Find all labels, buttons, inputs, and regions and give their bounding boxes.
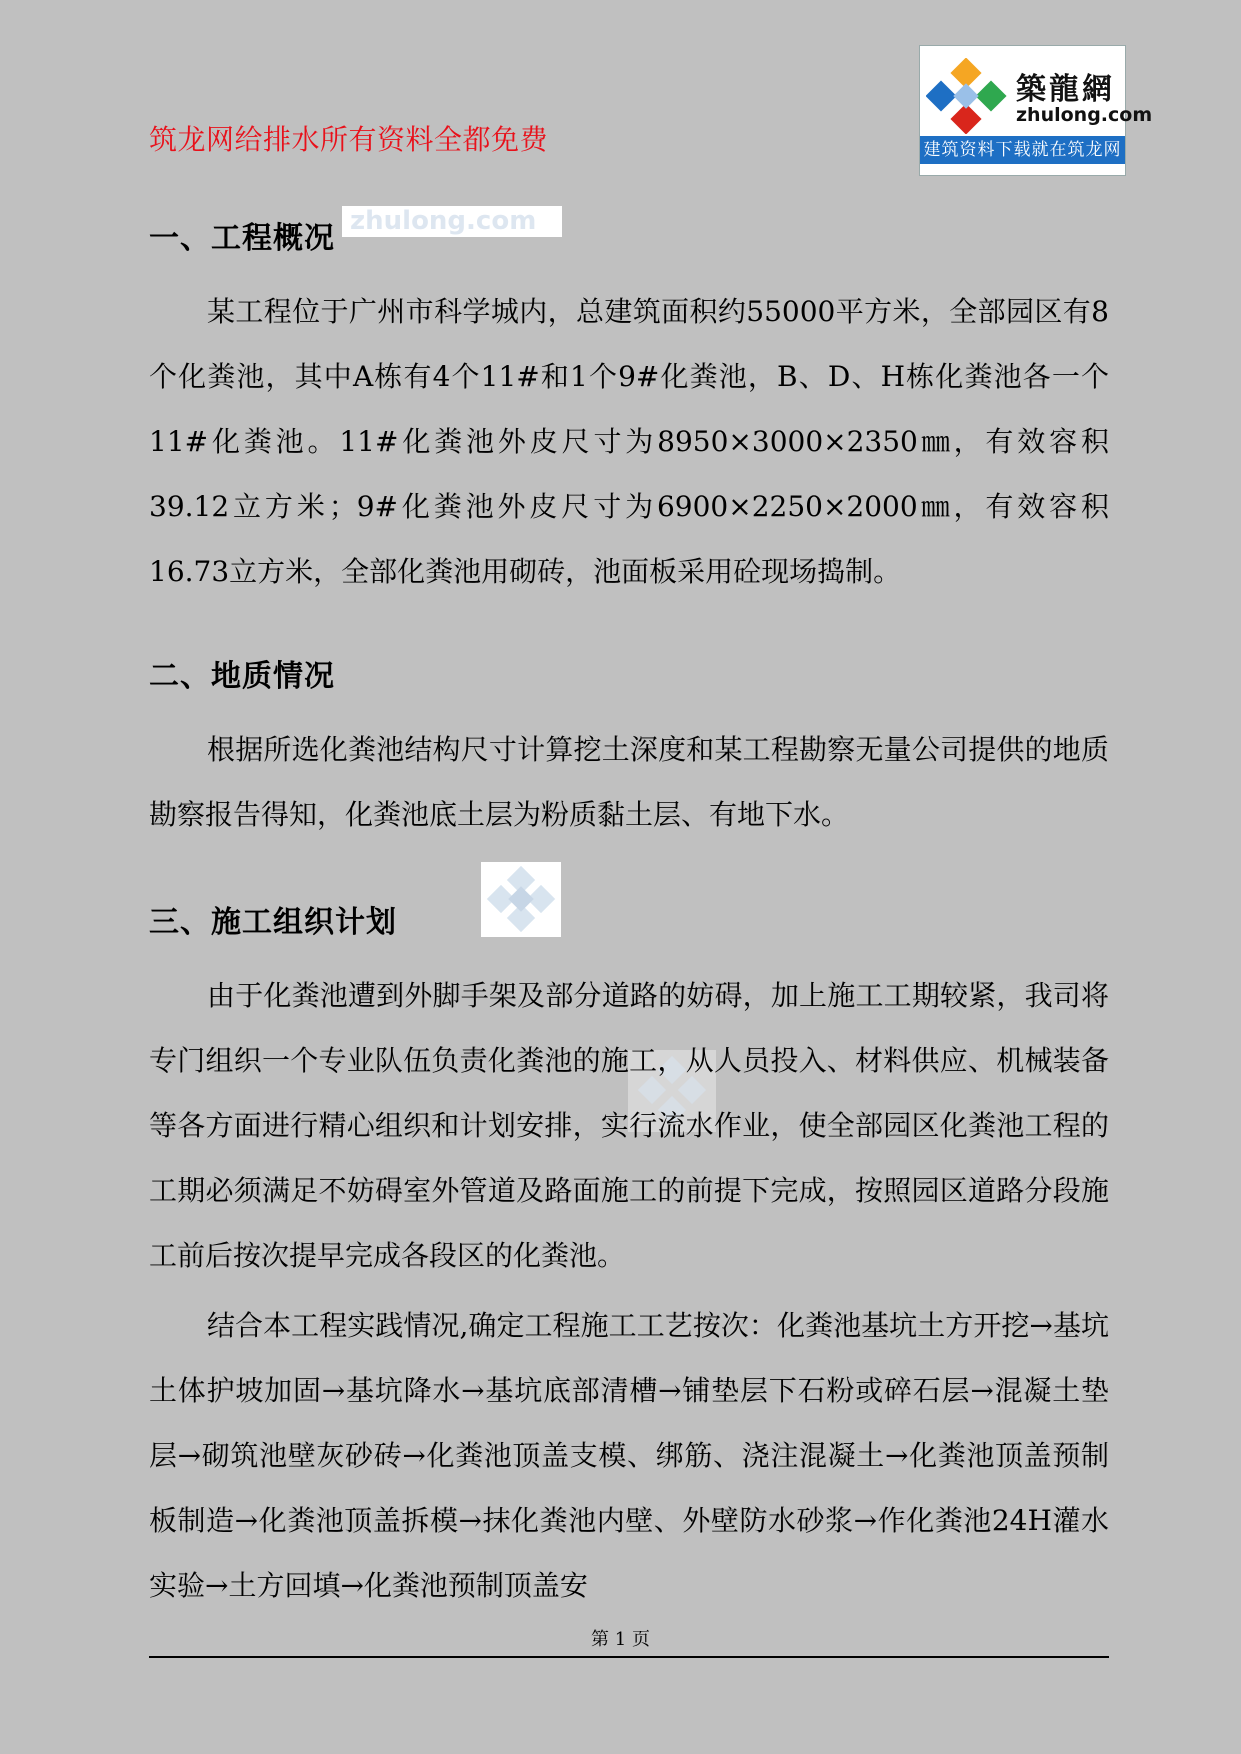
section-title-organization: 三、施工组织计划 [149, 905, 397, 940]
promo-text: 筑龙网给排水所有资料全都免费 [149, 123, 549, 156]
section-title-geology: 二、地质情况 [149, 659, 335, 694]
footer-divider [149, 1656, 1109, 1658]
logo-slogan: 建筑资料下载就在筑龙网 [920, 136, 1125, 164]
pinwheel-logo-icon [926, 58, 1008, 134]
watermark-logo-icon [481, 862, 561, 937]
overview-paragraph: 某工程位于广州市科学城内，总建筑面积约55000平方米，全部园区有8个化粪池，其中A栋有4个11#和1个9#化粪池，B、D、H栋化粪池各一个11#化粪池。11#化粪池外皮尺寸为8950×3000×2350㎜，有效容积39.12立方米；9#化粪池外皮尺寸为6900×2250×2000㎜，有效容积16.73立方米，全部化粪池用砌砖，池面板采用砼现场捣制。 [149, 295, 1109, 588]
watermark-box [342, 206, 562, 237]
section-title-overview: 一、工程概况 [149, 221, 335, 256]
logo-name-cn: 築龍網 [1016, 72, 1115, 107]
zhulong-logo [919, 45, 1153, 176]
page-number: 第 1 页 [591, 1629, 650, 1650]
geology-paragraph: 根据所选化粪池结构尺寸计算挖土深度和某工程勘察无量公司提供的地质勘察报告得知，化粪池底土层为粉质黏土层、有地下水。 [149, 733, 1109, 831]
logo-name-en: zhulong.com [1016, 104, 1153, 126]
watermark-text: zhulong.com [350, 206, 537, 236]
organization-paragraph-1: 由于化粪池遭到外脚手架及部分道路的妨碍，加上施工工期较紧，我司将专门组织一个专业队伍负责化粪池的施工，从人员投入、材料供应、机械装备等各方面进行精心组织和计划安排，实行流水作业，使全部园区化粪池工程的工期必须满足不妨碍室外管道及路面施工的前提下完成，按照园区道路分段施工前后按次提早完成各段区的化粪池。 [149, 979, 1109, 1272]
organization-paragraph-2: 结合本工程实践情况,确定工程施工工艺按次：化粪池基坑土方开挖→基坑土体护坡加固→基坑降水→基坑底部清槽→铺垫层下石粉或碎石层→混凝土垫层→砌筑池壁灰砂砖→化粪池顶盖支模、绑筋、浇注混凝土→化粪池顶盖预制板制造→化粪池顶盖拆模→抹化粪池内壁、外壁防水砂浆→作化粪池24H灌水实验→土方回填→化粪池预制顶盖安 [149, 1309, 1109, 1602]
